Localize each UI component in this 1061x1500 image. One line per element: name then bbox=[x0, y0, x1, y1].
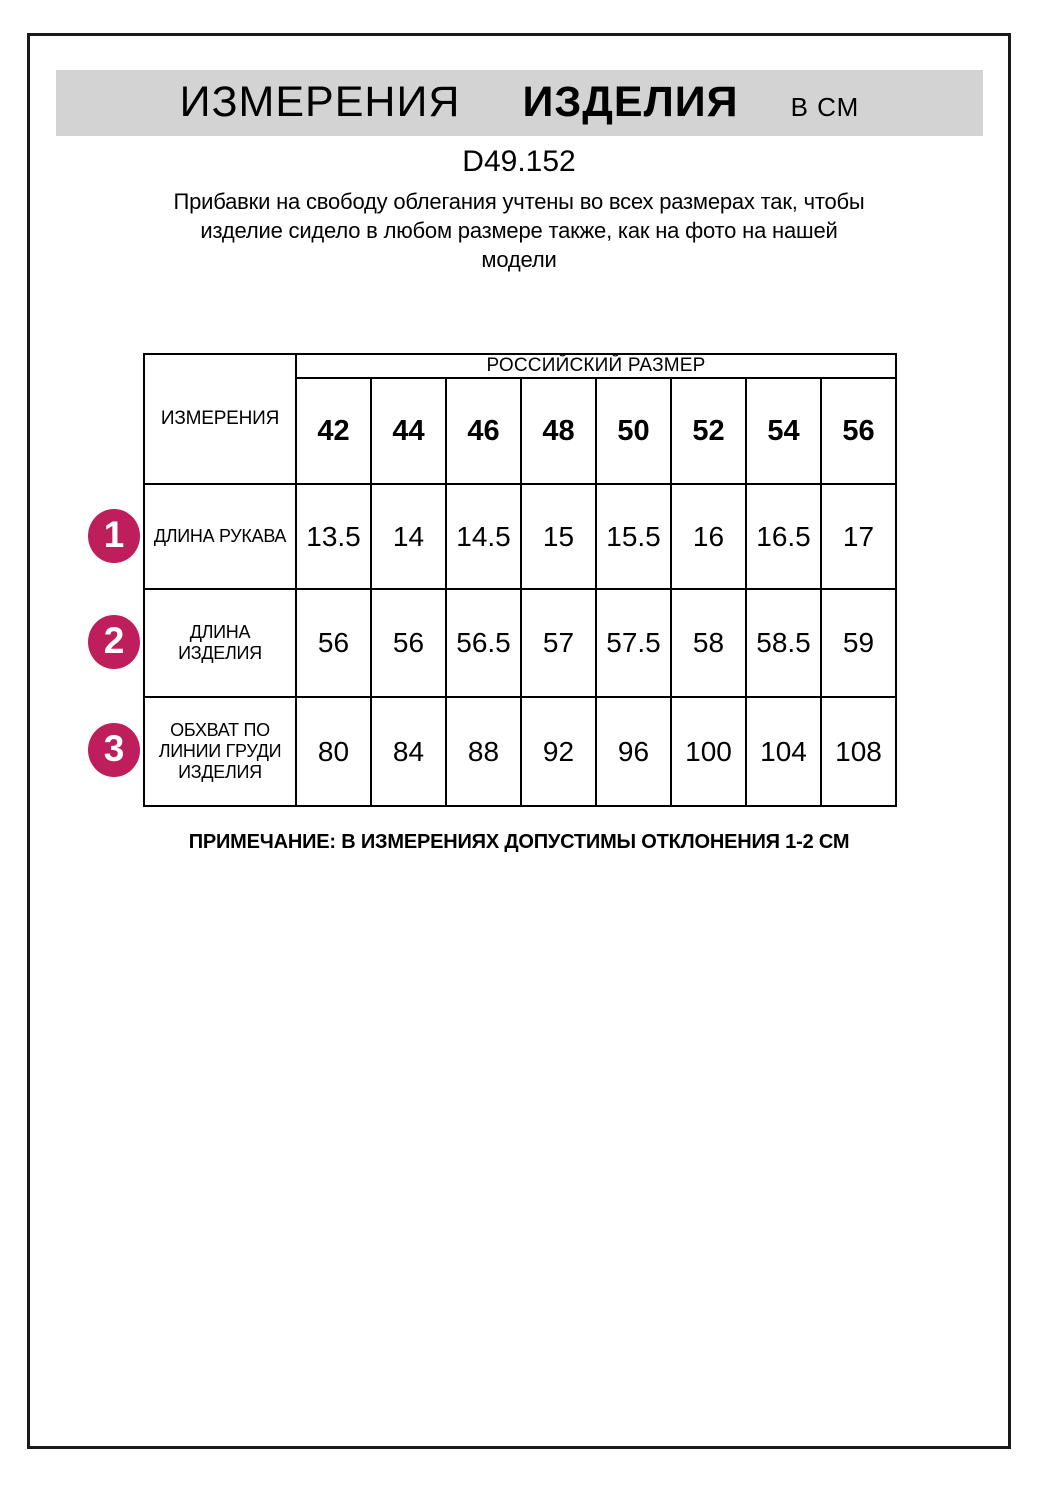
value-cell: 14.5 bbox=[446, 484, 521, 589]
row-number-badge-1: 1 bbox=[88, 509, 140, 563]
value-cell: 56.5 bbox=[446, 589, 521, 697]
row-label-cell bbox=[144, 484, 296, 589]
value-cell: 15.5 bbox=[596, 484, 671, 589]
value-cell: 96 bbox=[596, 697, 671, 806]
value-cell: 15 bbox=[521, 484, 596, 589]
row-label-line: ЛИНИИ ГРУДИ bbox=[158, 741, 282, 761]
group-header-cell: РОССИЙСКИЙ РАЗМЕР bbox=[296, 354, 896, 378]
fit-description-line-1: Прибавки на свободу облегания учтены во всех размерах так, чтобы bbox=[173, 189, 865, 214]
row-label-line: ДЛИНА bbox=[189, 622, 251, 642]
row-number-badge-2: 2 bbox=[88, 615, 140, 669]
value-cell: 92 bbox=[521, 697, 596, 806]
corner-header-cell: ИЗМЕРЕНИЯ bbox=[144, 354, 296, 484]
row-label-line: ДЛИНА РУКАВА bbox=[153, 526, 287, 546]
row-label-line: ИЗДЕЛИЯ bbox=[178, 762, 262, 782]
value-cell: 84 bbox=[371, 697, 446, 806]
value-cell: 100 bbox=[671, 697, 746, 806]
value-cell: 58.5 bbox=[746, 589, 821, 697]
value-cell: 56 bbox=[371, 589, 446, 697]
value-cell: 58 bbox=[671, 589, 746, 697]
value-cell: 104 bbox=[746, 697, 821, 806]
value-cell: 88 bbox=[446, 697, 521, 806]
size-header-cell: 56 bbox=[821, 378, 896, 484]
value-cell: 13.5 bbox=[296, 484, 371, 589]
row-label-cell bbox=[144, 589, 296, 697]
row-label-line: ИЗДЕЛИЯ bbox=[178, 643, 262, 663]
title-secondary: ИЗДЕЛИЯ bbox=[522, 78, 739, 126]
value-cell: 59 bbox=[821, 589, 896, 697]
table-row-chest-circumference bbox=[144, 697, 896, 806]
fit-description-line-3: модели bbox=[481, 247, 557, 272]
table-row-product-length bbox=[144, 589, 896, 697]
value-cell: 17 bbox=[821, 484, 896, 589]
size-header-cell: 42 bbox=[296, 378, 371, 484]
size-header-cell: 52 bbox=[671, 378, 746, 484]
title-unit: В СМ bbox=[790, 92, 860, 122]
size-header-cell: 54 bbox=[746, 378, 821, 484]
table-row-sleeve-length bbox=[144, 484, 896, 589]
value-cell: 57.5 bbox=[596, 589, 671, 697]
fit-description-line-2: изделие сидело в любом размере также, как на фото на нашей bbox=[200, 218, 838, 243]
value-cell: 56 bbox=[296, 589, 371, 697]
size-header-cell: 50 bbox=[596, 378, 671, 484]
size-header-cell: 48 bbox=[521, 378, 596, 484]
value-cell: 80 bbox=[296, 697, 371, 806]
title-bar bbox=[56, 70, 983, 136]
row-label-cell bbox=[144, 697, 296, 806]
tolerance-note: ПРИМЕЧАНИЕ: В ИЗМЕРЕНИЯХ ДОПУСТИМЫ ОТКЛОНЕНИЯ 1-2 СМ bbox=[188, 831, 850, 853]
row-label-line: ОБХВАТ ПО bbox=[170, 720, 270, 740]
row-number-badge-3: 3 bbox=[88, 723, 140, 777]
value-cell: 14 bbox=[371, 484, 446, 589]
value-cell: 57 bbox=[521, 589, 596, 697]
size-table bbox=[143, 353, 897, 807]
size-header-cell: 46 bbox=[446, 378, 521, 484]
value-cell: 108 bbox=[821, 697, 896, 806]
size-header-cell: 44 bbox=[371, 378, 446, 484]
value-cell: 16 bbox=[671, 484, 746, 589]
table-group-header-row bbox=[144, 354, 896, 378]
fit-description bbox=[27, 187, 1011, 274]
product-code: D49.152 bbox=[462, 145, 576, 178]
title-main: ИЗМЕРЕНИЯ bbox=[179, 78, 461, 126]
value-cell: 16.5 bbox=[746, 484, 821, 589]
